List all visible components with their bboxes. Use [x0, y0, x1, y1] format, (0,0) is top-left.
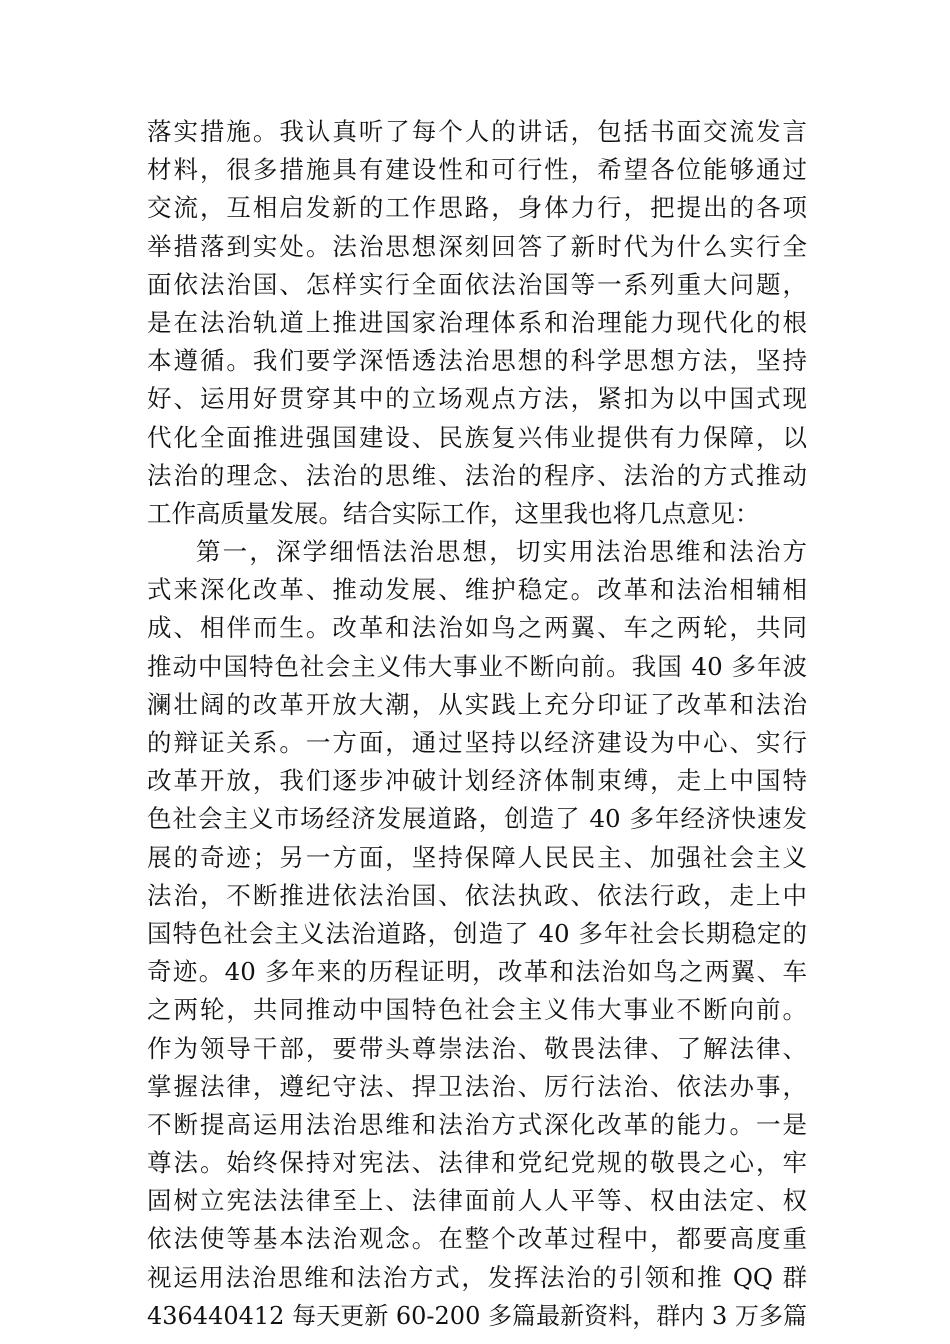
text-line: 本遵循。我们要学深悟透法治思想的科学思想方法，坚持 [147, 346, 807, 376]
text-line: 展的奇迹；另一方面，坚持保障人民民主、加强社会主义 [147, 842, 807, 872]
text-line: 举措落到实处。法治思想深刻回答了新时代为什么实行全 [147, 231, 807, 261]
text-line: 代化全面推进强国建设、民族复兴伟业提供有力保障，以 [147, 422, 807, 452]
text-line: 奇迹。40 多年来的历程证明，改革和法治如鸟之两翼、车 [147, 957, 807, 987]
text-line: 落实措施。我认真听了每个人的讲话，包括书面交流发言 [147, 117, 807, 146]
text-line: 依法使等基本法治观念。在整个改革过程中，都要高度重 [147, 1224, 807, 1254]
text-line: 好、运用好贯穿其中的立场观点方法，紧扣为以中国式现 [147, 384, 807, 414]
text-line: 作为领导干部，要带头尊崇法治、敬畏法律、了解法律、 [147, 1033, 807, 1063]
text-line: 式来深化改革、推动发展、维护稳定。改革和法治相辅相 [147, 575, 807, 605]
text-line: 436440412 每天更新 60-200 多篇最新资料，群内 3 万多篇 [147, 1301, 807, 1330]
body-text [147, 113, 807, 1335]
text-line: 面依法治国、怎样实行全面依法治国等一系列重大问题， [147, 269, 807, 299]
text-line: 固树立宪法法律至上、法律面前人人平等、权由法定、权 [147, 1186, 807, 1216]
paragraph-start-line: 第一，深学细悟法治思想，切实用法治思维和法治方 [196, 537, 807, 567]
text-line: 推动中国特色社会主义伟大事业不断向前。我国 40 多年波 [147, 651, 807, 681]
text-line: 澜壮阔的改革开放大潮，从实践上充分印证了改革和法治 [147, 689, 807, 719]
text-line: 法治的理念、法治的思维、法治的程序、法治的方式推动 [147, 460, 807, 490]
text-line: 不断提高运用法治思维和法治方式深化改革的能力。一是 [147, 1109, 807, 1139]
text-line: 是在法治轨道上推进国家治理体系和治理能力现代化的根 [147, 307, 807, 337]
text-line: 材料，很多措施具有建设性和可行性，希望各位能够通过 [147, 155, 807, 185]
text-line: 法治，不断推进依法治国、依法执政、依法行政，走上中 [147, 880, 807, 910]
paragraph-end-line: 工作高质量发展。结合实际工作，这里我也将几点意见： [147, 498, 760, 528]
text-line: 色社会主义市场经济发展道路，创造了 40 多年经济快速发 [147, 804, 807, 834]
text-line: 成、相伴而生。改革和法治如鸟之两翼、车之两轮，共同 [147, 613, 807, 643]
text-line: 之两轮，共同推动中国特色社会主义伟大事业不断向前。 [147, 995, 807, 1025]
text-line: 交流，互相启发新的工作思路，身体力行，把提出的各项 [147, 193, 807, 223]
text-line: 的辩证关系。一方面，通过坚持以经济建设为中心、实行 [147, 728, 807, 757]
text-line: 国特色社会主义法治道路，创造了 40 多年社会长期稳定的 [147, 918, 807, 948]
text-line: 改革开放，我们逐步冲破计划经济体制束缚，走上中国特 [147, 766, 807, 796]
text-line: 掌握法律，遵纪守法、捍卫法治、厉行法治、依法办事， [147, 1071, 807, 1101]
text-line: 视运用法治思维和法治方式，发挥法治的引领和推 QQ 群 [147, 1262, 807, 1292]
text-line: 尊法。始终保持对宪法、法律和党纪党规的敬畏之心，牢 [147, 1148, 807, 1178]
